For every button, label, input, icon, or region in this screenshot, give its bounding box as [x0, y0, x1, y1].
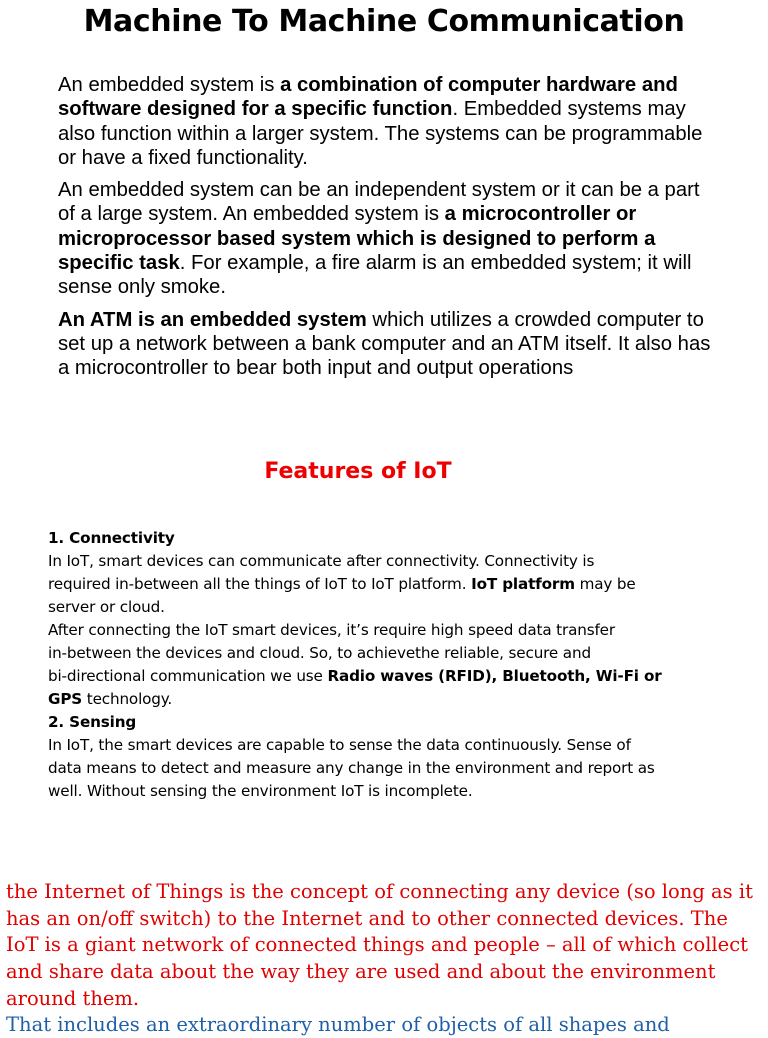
feature-line: in-between the devices and cloud. So, to achievethe reliable, secure and — [48, 644, 591, 662]
feature-line: data means to detect and measure any change in the environment and report as — [48, 759, 655, 777]
connectivity-heading — [48, 527, 688, 550]
feature-heading-text: 2. Sensing — [48, 713, 137, 731]
embedded-paragraph-3 — [58, 308, 718, 381]
feature-heading-text: 1. Connectivity — [48, 529, 175, 547]
paragraph-bold-text: An ATM is an embedded system — [58, 308, 367, 331]
iot-definition-text: the Internet of Things is the concept of connecting any device (so long as it has an on/off switch) to the Internet and to other connected devices. The IoT is a giant network of connected things and people – all of which collect and share data about the way they are used and about the environment around them. — [6, 880, 753, 1010]
embedded-paragraph-2 — [58, 178, 718, 299]
page-title: Machine To Machine Communication — [83, 4, 685, 39]
paragraph-text: An embedded system is — [58, 74, 281, 96]
feature-line — [48, 665, 688, 688]
feature-line: well. Without sensing the environment IoT is incomplete. — [48, 782, 473, 800]
line-bold-text: GPS — [48, 690, 83, 708]
feature-line — [48, 573, 688, 596]
feature-line — [48, 688, 688, 711]
line-text: required in-between all the things of IoT to IoT platform. — [48, 575, 472, 593]
paragraph-text: . For example, a fire alarm is an embedded system; it will sense only smoke. — [58, 252, 692, 299]
feature-line: In IoT, the smart devices are capable to sense the data continuously. Sense of — [48, 736, 631, 754]
paragraph-text: An embedded system can be an independent system or it can be a part of a large system. An embedded system is — [58, 179, 700, 226]
features-heading: Features of IoT — [264, 459, 452, 484]
paragraph-bold-text: a microcontroller or microprocessor based system which is designed to perform a specific task — [58, 203, 656, 275]
line-text: bi-directional communication we use — [48, 667, 328, 685]
paragraph-bold-text: a combination of computer hardware and software designed for a specific function — [58, 74, 678, 121]
cutoff-text: That includes an extraordinary number of objects of all shapes and — [6, 1013, 670, 1036]
sensing-heading — [48, 711, 688, 734]
line-text: technology. — [82, 690, 173, 708]
feature-line: After connecting the IoT smart devices, it’s require high speed data transfer — [48, 621, 615, 639]
paragraph-text: which utilizes a crowded computer to set up a network between a bank computer and an ATM itself. It also has a microcontroller to bear both input and output operations — [58, 308, 711, 380]
features-list — [48, 527, 688, 803]
embedded-system-section — [58, 73, 718, 389]
feature-line: In IoT, smart devices can communicate after connectivity. Connectivity is — [48, 552, 595, 570]
line-bold-text: IoT platform — [471, 575, 575, 593]
embedded-paragraph-1 — [58, 73, 718, 170]
feature-line: server or cloud. — [48, 598, 165, 616]
line-bold-text: Radio waves (RFID), Bluetooth, Wi-Fi or — [327, 667, 662, 685]
line-text: may be — [574, 575, 636, 593]
paragraph-text: . Embedded systems may also function within a larger system. The systems can be programmable or have a fixed functionality. — [58, 98, 703, 169]
